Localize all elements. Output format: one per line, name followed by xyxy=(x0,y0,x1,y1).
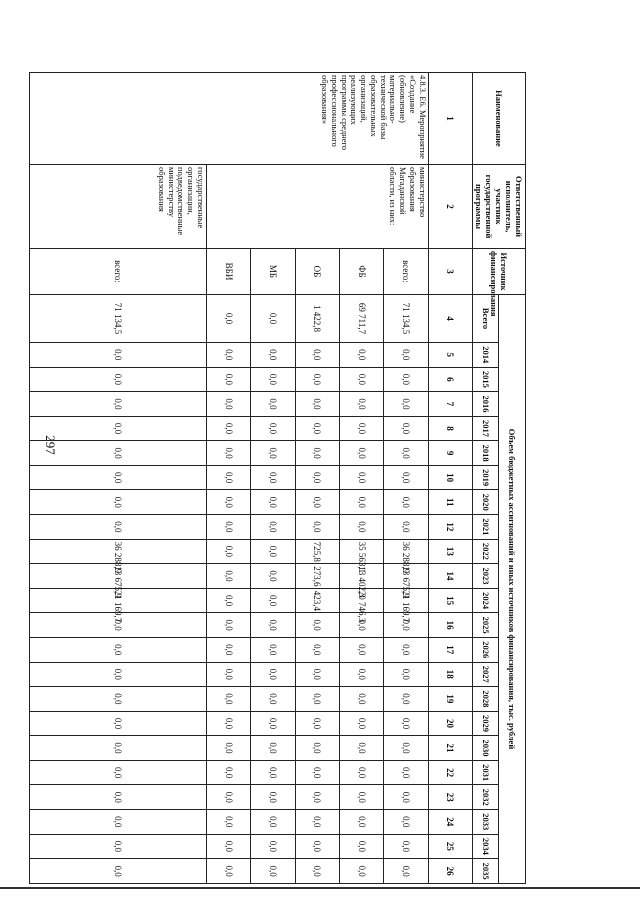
value-cell: 0,0 xyxy=(339,711,383,736)
value-cell: 0,0 xyxy=(384,711,428,736)
value-cell: 0,0 xyxy=(206,465,250,490)
value-cell: 0,0 xyxy=(339,515,383,540)
value-cell: 0,0 xyxy=(30,515,207,540)
value-cell: 0,0 xyxy=(295,687,339,712)
value-cell: 0,0 xyxy=(295,367,339,392)
value-cell: 0,0 xyxy=(384,613,428,638)
header-year: 2020 xyxy=(473,490,500,515)
value-cell: 0,0 xyxy=(384,785,428,810)
header-year: 2022 xyxy=(473,539,500,564)
value-cell: 0,0 xyxy=(251,465,295,490)
value-cell: 0,0 xyxy=(384,662,428,687)
value-cell: 0,0 xyxy=(251,613,295,638)
value-cell: 13 402,3 xyxy=(339,564,383,589)
total-cell: 71 134,5 xyxy=(30,295,207,343)
header-year: 2014 xyxy=(473,343,500,368)
column-number: 24 xyxy=(428,809,472,834)
table-row xyxy=(384,73,428,884)
value-cell: 0,0 xyxy=(339,637,383,662)
header-total: Всего xyxy=(473,295,500,343)
value-cell: 0,0 xyxy=(384,809,428,834)
value-cell: 0,0 xyxy=(295,637,339,662)
value-cell: 273,6 xyxy=(295,564,339,589)
column-number: 25 xyxy=(428,834,472,859)
value-cell: 0,0 xyxy=(384,859,428,884)
total-cell: 69 711,7 xyxy=(339,295,383,343)
header-year: 2028 xyxy=(473,687,500,712)
value-cell: 0,0 xyxy=(251,367,295,392)
header-year: 2019 xyxy=(473,465,500,490)
value-cell: 0,0 xyxy=(295,736,339,761)
source-cell: всего: xyxy=(30,249,207,295)
value-cell: 0,0 xyxy=(30,711,207,736)
value-cell: 0,0 xyxy=(251,539,295,564)
value-cell: 0,0 xyxy=(251,490,295,515)
value-cell: 0,0 xyxy=(30,834,207,859)
value-cell: 0,0 xyxy=(339,785,383,810)
value-cell: 0,0 xyxy=(384,834,428,859)
value-cell: 0,0 xyxy=(384,416,428,441)
value-cell: 0,0 xyxy=(384,760,428,785)
value-cell: 0,0 xyxy=(251,834,295,859)
header-year: 2031 xyxy=(473,760,500,785)
column-numbers-row xyxy=(428,73,472,884)
value-cell: 0,0 xyxy=(339,441,383,466)
value-cell: 0,0 xyxy=(30,392,207,417)
column-number: 9 xyxy=(428,441,472,466)
value-cell: 0,0 xyxy=(339,367,383,392)
bottom-rule xyxy=(0,887,640,889)
value-cell: 0,0 xyxy=(251,343,295,368)
header-year: 2015 xyxy=(473,367,500,392)
total-cell: 1 422,8 xyxy=(295,295,339,343)
value-cell: 0,0 xyxy=(206,711,250,736)
value-cell: 0,0 xyxy=(384,490,428,515)
header-volume: Объем бюджетных ассигнований и иных источников финансирования, тыс. рублей xyxy=(499,295,526,884)
table-row xyxy=(30,73,207,884)
value-cell: 0,0 xyxy=(339,613,383,638)
value-cell: 0,0 xyxy=(30,859,207,884)
column-number: 22 xyxy=(428,760,472,785)
value-cell: 0,0 xyxy=(295,711,339,736)
column-number: 11 xyxy=(428,490,472,515)
source-cell: ОБ xyxy=(295,249,339,295)
value-cell: 0,0 xyxy=(295,416,339,441)
value-cell: 0,0 xyxy=(339,809,383,834)
financing-table xyxy=(29,72,526,884)
column-number: 16 xyxy=(428,613,472,638)
column-number: 8 xyxy=(428,416,472,441)
value-cell: 0,0 xyxy=(30,613,207,638)
total-cell: 0,0 xyxy=(251,295,295,343)
header-name: Наименование xyxy=(473,73,526,165)
column-number: 19 xyxy=(428,687,472,712)
value-cell: 0,0 xyxy=(295,392,339,417)
header-year: 2024 xyxy=(473,588,500,613)
total-cell: 71 134,5 xyxy=(384,295,428,343)
value-cell: 0,0 xyxy=(251,687,295,712)
value-cell: 0,0 xyxy=(206,637,250,662)
value-cell: 0,0 xyxy=(30,343,207,368)
value-cell: 0,0 xyxy=(339,834,383,859)
column-number: 3 xyxy=(428,249,472,295)
value-cell: 0,0 xyxy=(206,760,250,785)
value-cell: 0,0 xyxy=(206,859,250,884)
column-number: 15 xyxy=(428,588,472,613)
value-cell: 35 563,1 xyxy=(339,539,383,564)
value-cell: 0,0 xyxy=(206,736,250,761)
value-cell: 0,0 xyxy=(251,564,295,589)
rotated-table-container xyxy=(56,72,526,884)
header-year: 2017 xyxy=(473,416,500,441)
row-name: 4.8.3. Е6. Мероприятие «Создание (обновление) материально-технической базы образовательных организаций, реализующих программы среднего профессионального образования» xyxy=(30,73,429,165)
value-cell: 0,0 xyxy=(251,392,295,417)
value-cell: 0,0 xyxy=(251,662,295,687)
value-cell: 0,0 xyxy=(30,687,207,712)
value-cell: 0,0 xyxy=(251,859,295,884)
value-cell: 0,0 xyxy=(339,465,383,490)
value-cell: 0,0 xyxy=(30,441,207,466)
value-cell: 0,0 xyxy=(251,588,295,613)
value-cell: 0,0 xyxy=(251,711,295,736)
value-cell: 423,4 xyxy=(295,588,339,613)
value-cell: 0,0 xyxy=(295,441,339,466)
value-cell: 0,0 xyxy=(295,662,339,687)
value-cell: 21 169,7 xyxy=(384,588,428,613)
value-cell: 0,0 xyxy=(30,637,207,662)
value-cell: 0,0 xyxy=(206,392,250,417)
value-cell: 0,0 xyxy=(251,785,295,810)
executor-organizations: государственные организации, подведомственные министерству образования xyxy=(30,165,207,249)
value-cell: 0,0 xyxy=(251,441,295,466)
value-cell: 0,0 xyxy=(295,859,339,884)
value-cell: 21 169,7 xyxy=(30,588,207,613)
value-cell: 725,8 xyxy=(295,539,339,564)
value-cell: 0,0 xyxy=(339,687,383,712)
value-cell: 0,0 xyxy=(384,736,428,761)
value-cell: 0,0 xyxy=(206,515,250,540)
table-body xyxy=(30,73,473,884)
value-cell: 0,0 xyxy=(339,490,383,515)
value-cell: 13 675,9 xyxy=(30,564,207,589)
value-cell: 0,0 xyxy=(295,490,339,515)
value-cell: 0,0 xyxy=(384,637,428,662)
value-cell: 0,0 xyxy=(384,687,428,712)
value-cell: 36 288,9 xyxy=(384,539,428,564)
value-cell: 13 675,9 xyxy=(384,564,428,589)
value-cell: 0,0 xyxy=(295,515,339,540)
header-year: 2023 xyxy=(473,564,500,589)
value-cell: 0,0 xyxy=(251,809,295,834)
header-year: 2034 xyxy=(473,834,500,859)
header-year: 2033 xyxy=(473,809,500,834)
header-year: 2032 xyxy=(473,785,500,810)
column-number: 5 xyxy=(428,343,472,368)
header-year: 2026 xyxy=(473,637,500,662)
value-cell: 36 288,9 xyxy=(30,539,207,564)
header-year: 2035 xyxy=(473,859,500,884)
value-cell: 0,0 xyxy=(295,809,339,834)
value-cell: 0,0 xyxy=(251,760,295,785)
value-cell: 0,0 xyxy=(339,343,383,368)
value-cell: 0,0 xyxy=(30,785,207,810)
value-cell: 0,0 xyxy=(206,785,250,810)
value-cell: 0,0 xyxy=(206,539,250,564)
value-cell: 0,0 xyxy=(295,834,339,859)
value-cell: 0,0 xyxy=(295,785,339,810)
column-number: 23 xyxy=(428,785,472,810)
value-cell: 0,0 xyxy=(30,490,207,515)
column-number: 26 xyxy=(428,859,472,884)
value-cell: 0,0 xyxy=(251,515,295,540)
column-number: 10 xyxy=(428,465,472,490)
value-cell: 0,0 xyxy=(339,662,383,687)
header-year: 2027 xyxy=(473,662,500,687)
total-cell: 0,0 xyxy=(206,295,250,343)
value-cell: 0,0 xyxy=(339,416,383,441)
value-cell: 0,0 xyxy=(295,343,339,368)
column-number: 21 xyxy=(428,736,472,761)
value-cell: 0,0 xyxy=(206,367,250,392)
value-cell: 0,0 xyxy=(339,859,383,884)
header-source: Источник финансирования xyxy=(473,249,526,295)
value-cell: 0,0 xyxy=(206,809,250,834)
source-cell: всего: xyxy=(384,249,428,295)
value-cell: 0,0 xyxy=(206,564,250,589)
header-year: 2018 xyxy=(473,441,500,466)
value-cell: 0,0 xyxy=(295,760,339,785)
source-cell: ФБ xyxy=(339,249,383,295)
value-cell: 0,0 xyxy=(295,613,339,638)
column-number: 18 xyxy=(428,662,472,687)
column-number: 1 xyxy=(428,73,472,165)
value-cell: 0,0 xyxy=(206,490,250,515)
value-cell: 0,0 xyxy=(30,465,207,490)
value-cell: 0,0 xyxy=(251,416,295,441)
column-number: 12 xyxy=(428,515,472,540)
column-number: 2 xyxy=(428,165,472,249)
value-cell: 0,0 xyxy=(384,465,428,490)
header-row-1 xyxy=(499,73,526,884)
column-number: 17 xyxy=(428,637,472,662)
column-number: 13 xyxy=(428,539,472,564)
value-cell: 0,0 xyxy=(339,392,383,417)
value-cell: 0,0 xyxy=(339,760,383,785)
column-number: 7 xyxy=(428,392,472,417)
header-year: 2029 xyxy=(473,711,500,736)
value-cell: 0,0 xyxy=(339,736,383,761)
source-cell: ВБИ xyxy=(206,249,250,295)
value-cell: 0,0 xyxy=(384,441,428,466)
value-cell: 0,0 xyxy=(206,662,250,687)
header-executor: Ответственный исполнитель, участник государственной программы xyxy=(473,165,526,249)
value-cell: 0,0 xyxy=(206,834,250,859)
page-number: 297 xyxy=(43,435,58,455)
value-cell: 0,0 xyxy=(206,343,250,368)
value-cell: 0,0 xyxy=(251,736,295,761)
value-cell: 0,0 xyxy=(206,416,250,441)
header-year: 2025 xyxy=(473,613,500,638)
column-number: 20 xyxy=(428,711,472,736)
value-cell: 0,0 xyxy=(384,515,428,540)
header-year: 2016 xyxy=(473,392,500,417)
value-cell: 0,0 xyxy=(384,367,428,392)
value-cell: 0,0 xyxy=(384,343,428,368)
value-cell: 0,0 xyxy=(295,465,339,490)
value-cell: 0,0 xyxy=(206,588,250,613)
value-cell: 0,0 xyxy=(206,441,250,466)
value-cell: 0,0 xyxy=(30,736,207,761)
header-year: 2021 xyxy=(473,515,500,540)
value-cell: 0,0 xyxy=(206,687,250,712)
column-number: 6 xyxy=(428,367,472,392)
executor-ministry: министерство образования Магаданской области, из них: xyxy=(206,165,428,249)
value-cell: 0,0 xyxy=(30,662,207,687)
value-cell: 0,0 xyxy=(30,760,207,785)
value-cell: 0,0 xyxy=(30,809,207,834)
header-year: 2030 xyxy=(473,736,500,761)
column-number: 4 xyxy=(428,295,472,343)
value-cell: 0,0 xyxy=(30,416,207,441)
value-cell: 0,0 xyxy=(30,367,207,392)
column-number: 14 xyxy=(428,564,472,589)
value-cell: 0,0 xyxy=(384,392,428,417)
value-cell: 0,0 xyxy=(206,613,250,638)
value-cell: 20 746,3 xyxy=(339,588,383,613)
source-cell: МБ xyxy=(251,249,295,295)
value-cell: 0,0 xyxy=(251,637,295,662)
